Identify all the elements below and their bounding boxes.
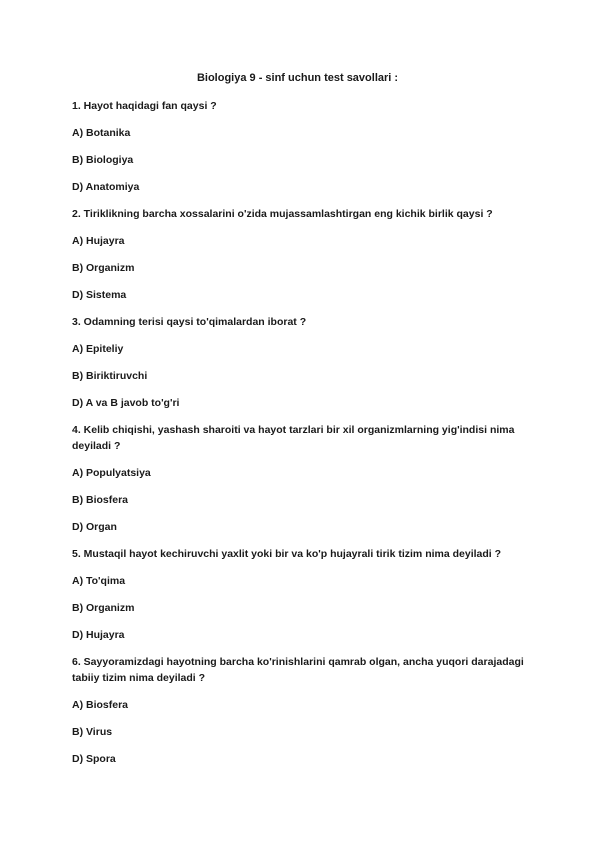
- question-6: 6. Sayyoramizdagi hayotning barcha ko'rinishlarini qamrab olgan, ancha yuqori darajadagi tabiiy tizim nima deyiladi ?: [72, 656, 524, 684]
- option-2b: B) Organizm: [72, 262, 135, 274]
- option-1d: D) Anatomiya: [72, 181, 140, 193]
- option-6d: D) Spora: [72, 753, 116, 765]
- option-4b: B) Biosfera: [72, 494, 129, 506]
- option-5b: B) Organizm: [72, 602, 135, 614]
- option-6b: B) Virus: [72, 726, 113, 738]
- option-2a: A) Hujayra: [72, 235, 125, 247]
- option-1b: B) Biologiya: [72, 154, 134, 166]
- option-6a: A) Biosfera: [72, 699, 129, 711]
- question-1: 1. Hayot haqidagi fan qaysi ?: [72, 100, 217, 112]
- option-4a: A) Populyatsiya: [72, 467, 151, 479]
- option-1a: A) Botanika: [72, 127, 131, 139]
- option-5a: A) To'qima: [72, 575, 126, 587]
- option-3a: A) Epiteliy: [72, 343, 124, 355]
- option-2d: D) Sistema: [72, 289, 127, 301]
- option-4d: D) Organ: [72, 521, 117, 533]
- question-3: 3. Odamning terisi qaysi to'qimalardan iborat ?: [72, 316, 307, 328]
- option-3d: D) A va B javob to'g'ri: [72, 397, 180, 409]
- question-5: 5. Mustaqil hayot kechiruvchi yaxlit yoki bir va ko'p hujayrali tirik tizim nima deyiladi ?: [72, 548, 502, 560]
- question-4: 4. Kelib chiqishi, yashash sharoiti va hayot tarzlari bir xil organizmlarning yig'indisi nima deyiladi ?: [72, 424, 515, 452]
- question-2: 2. Tiriklikning barcha xossalarini o'zida mujassamlashtirgan eng kichik birlik qaysi ?: [72, 208, 493, 220]
- question-list: [72, 98, 527, 778]
- page-title: Biologiya 9 - sinf uchun test savollari :: [196, 72, 399, 84]
- option-5d: D) Hujayra: [72, 629, 125, 641]
- option-3b: B) Biriktiruvchi: [72, 370, 148, 382]
